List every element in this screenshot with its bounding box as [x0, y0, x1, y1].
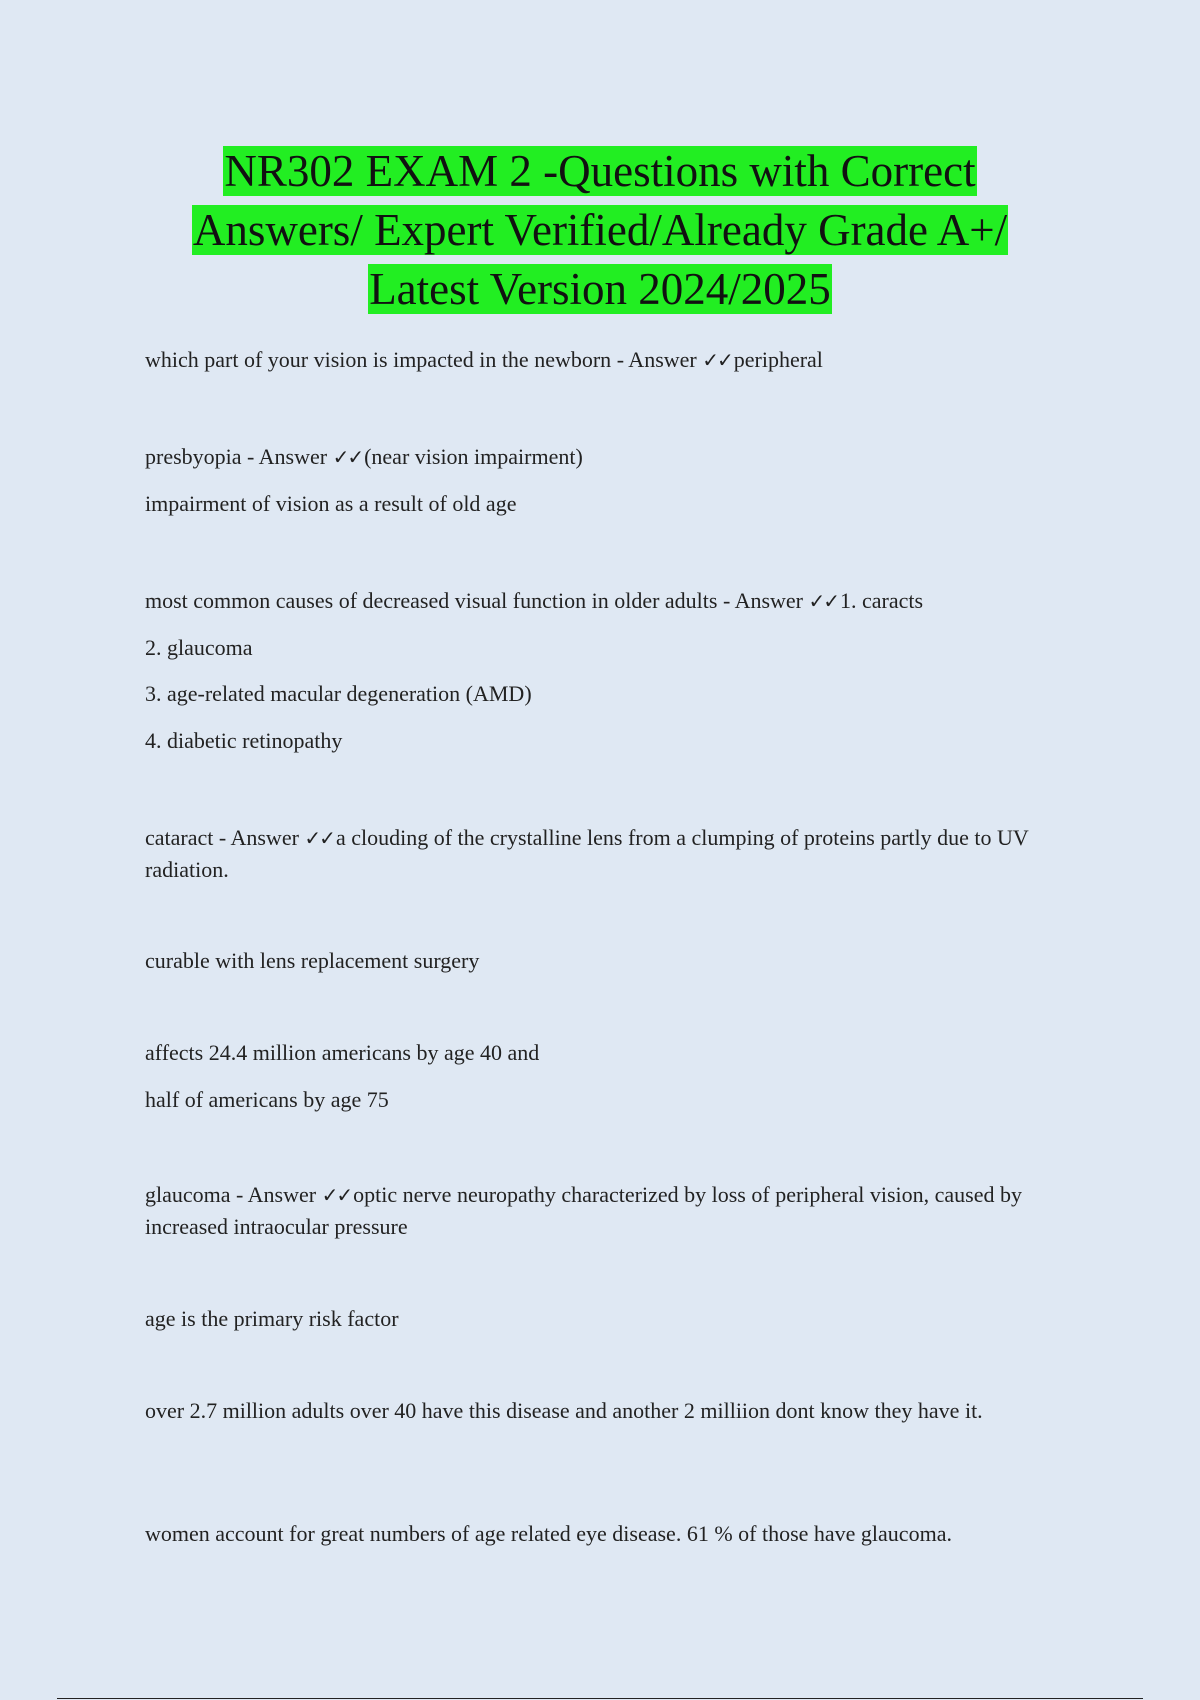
answer-note: over 2.7 million adults over 40 have this disease and another 2 milliion dont know they have it. — [145, 1398, 983, 1423]
title-line-2: Answers/ Expert Verified/Already Grade A+/ — [192, 205, 1008, 255]
answer-list-item: 2. glaucoma — [145, 635, 253, 660]
question-presbyopia — [145, 441, 1060, 473]
question-decreased-visual-function — [145, 585, 1060, 617]
answer-note: half of americans by age 75 — [145, 1087, 389, 1112]
answer-list-item: 4. diabetic retinopathy — [145, 728, 343, 753]
answer-list-item: 3. age-related macular degeneration (AMD) — [145, 681, 532, 706]
answer-note: age is the primary risk factor — [145, 1306, 399, 1331]
document-title — [100, 142, 1100, 319]
question-answer: peripheral — [733, 347, 823, 372]
answer-note: curable with lens replacement surgery — [145, 948, 480, 973]
answer-note: women account for great numbers of age related eye disease. 61 % of those have glaucoma. — [145, 1521, 952, 1546]
answer-separator: - Answer — [213, 825, 305, 850]
question-answer: optic nerve neuropathy characterized by loss of peripheral vision, caused by increased intraocular pressure — [145, 1182, 1023, 1239]
answer-separator: - Answer — [241, 444, 333, 469]
double-check-icon: ✓✓ — [321, 1183, 352, 1207]
answer-note: affects 24.4 million americans by age 40 and — [145, 1040, 540, 1065]
question-glaucoma — [145, 1179, 1060, 1242]
question-cataract — [145, 822, 1060, 885]
question-answer: 1. caracts — [840, 588, 924, 613]
double-check-icon: ✓✓ — [332, 445, 363, 469]
question-term: presbyopia — [145, 444, 242, 469]
double-check-icon: ✓✓ — [808, 589, 839, 613]
question-answer: (near vision impairment) — [364, 444, 583, 469]
page-footer-divider — [57, 1698, 1143, 1699]
question-term: which part of your vision is impacted in the newborn — [145, 347, 612, 372]
double-check-icon: ✓✓ — [702, 348, 732, 372]
answer-continuation: impairment of vision as a result of old age — [145, 491, 517, 516]
question-term: most common causes of decreased visual function in older adults — [145, 588, 718, 613]
question-answer: a clouding of the crystalline lens from a clumping of proteins partly due to UV radiation. — [145, 825, 1029, 882]
title-line-1: NR302 EXAM 2 -Questions with Correct — [224, 146, 976, 196]
answer-separator: - Answer — [230, 1182, 322, 1207]
title-line-3: Latest Version 2024/2025 — [369, 264, 831, 314]
double-check-icon: ✓✓ — [304, 826, 334, 850]
answer-separator: - Answer — [717, 588, 809, 613]
answer-separator: - Answer — [611, 347, 703, 372]
question-newborn-vision — [145, 344, 1060, 376]
question-term: glaucoma — [145, 1182, 231, 1207]
question-term: cataract — [145, 825, 214, 850]
